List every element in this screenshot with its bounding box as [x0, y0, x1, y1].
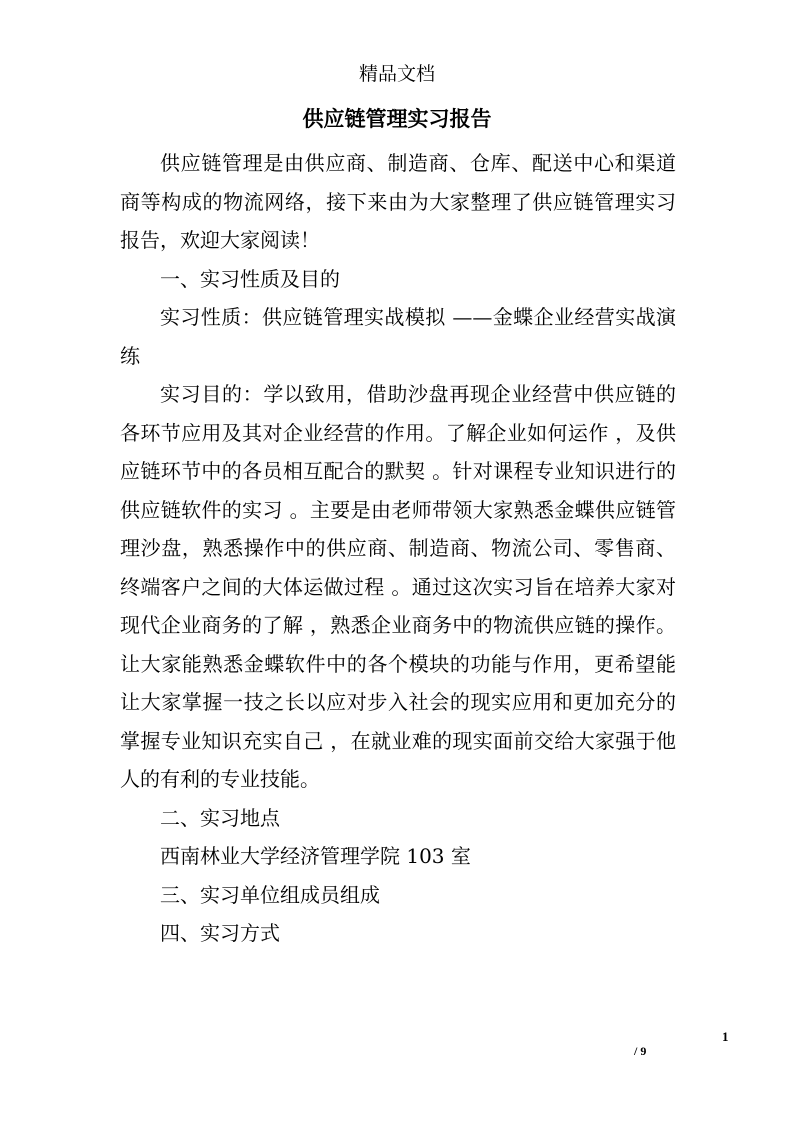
- internship-purpose-paragraph: 实习目的：学以致用，借助沙盘再现企业经营中供应链的各环节应用及其对企业经营的作用。了解企业如何运作 ，及供应链环节中的各员相互配合的默契 。针对课程专业知识进行的供应链软件的实习 。主要是由老师带领大家熟悉金蝶供应链管理沙盘，熟悉操作中的供应商、制造商、物流公司、零售商、终端客户之间的大体运做过程 。通过这次实习旨在培养大家对现代企业商务的了解 ，熟悉企业商务中的物流供应链的操作。让大家能熟悉金蝶软件中的各个模块的功能与作用，更希望能让大家掌握一技之长以应对步入社会的现实应用和更加充分的掌握专业知识充实自己 ，在就业难的现实面前交给大家强于他人的有利的专业技能。: [120, 382, 676, 791]
- page-number: 1: [722, 1029, 729, 1044]
- section-heading-location: 二、实习地点: [160, 805, 280, 830]
- internship-nature-paragraph: 实习性质：供应链管理实战模拟 ——金蝶企业经营实战演练: [120, 305, 676, 368]
- section-heading-nature-purpose: 一、实习性质及目的: [160, 266, 340, 291]
- document-body: [120, 144, 676, 953]
- section-heading-members: 三、实习单位组成员组成: [160, 882, 380, 907]
- page-total: / 9: [634, 1044, 647, 1058]
- page-header: 精品文档: [358, 63, 435, 85]
- document-title: 供应链管理实习报告: [302, 106, 492, 131]
- intro-paragraph: 供应链管理是由供应商、制造商、仓库、配送中心和渠道商等构成的物流网络，接下来由为大家整理了供应链管理实习报告，欢迎大家阅读！: [120, 151, 676, 252]
- section-heading-method: 四、实习方式: [160, 921, 280, 945]
- location-paragraph: 西南林业大学经济管理学院 103 室: [160, 844, 471, 868]
